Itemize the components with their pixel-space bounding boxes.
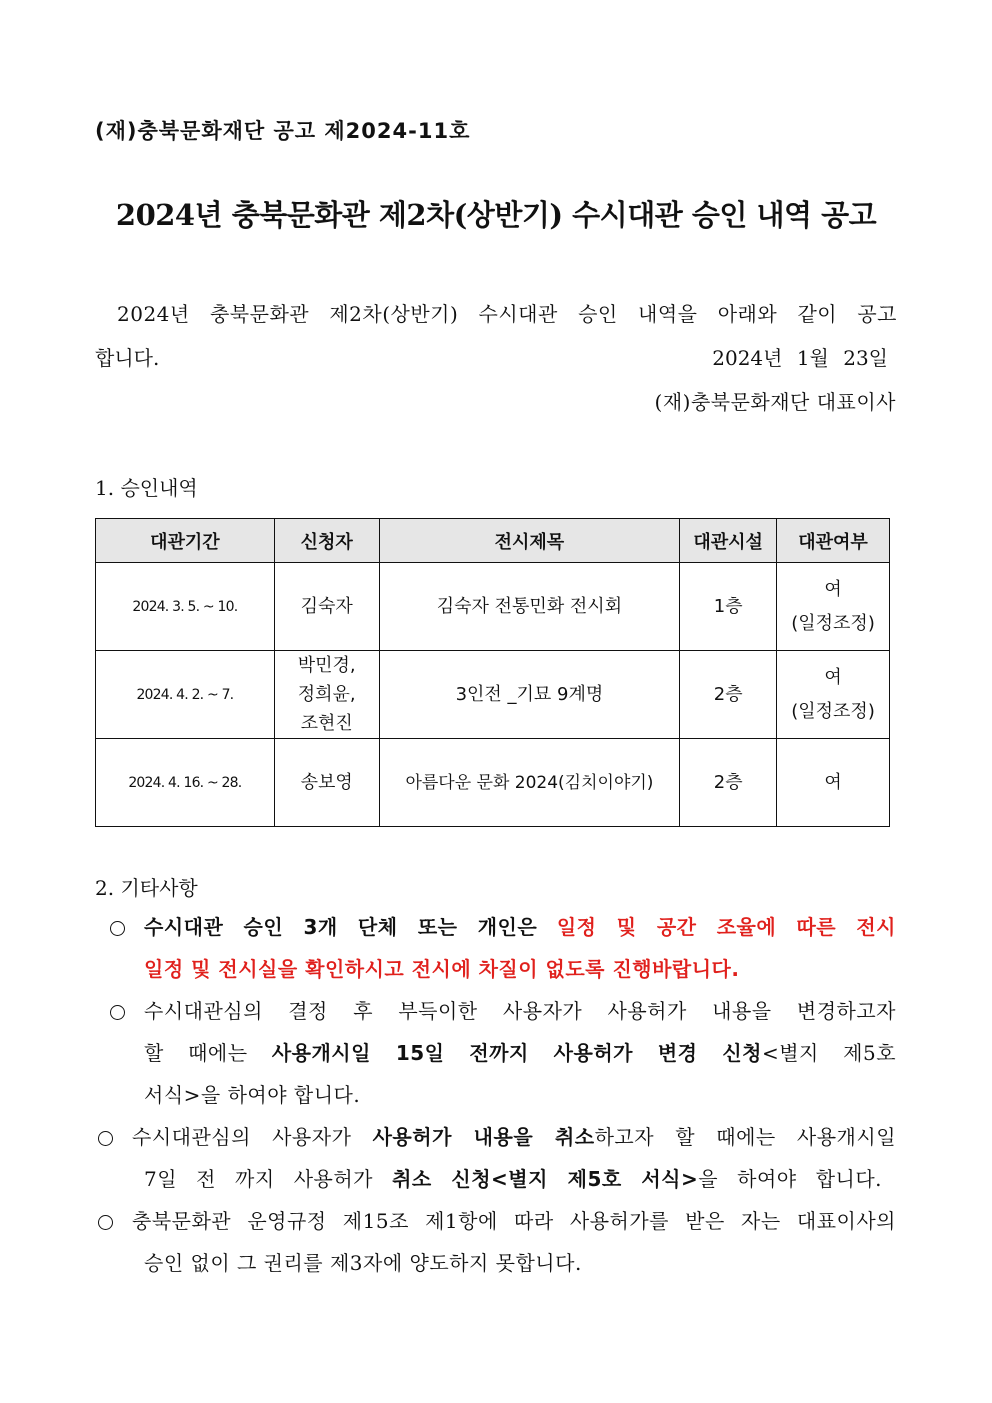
note-3-pre-2: 7일 전 까지 사용허가 bbox=[144, 1167, 374, 1191]
applicant-name: 송보영 bbox=[300, 771, 353, 793]
note-1-line-2 bbox=[144, 948, 864, 990]
table-header-row bbox=[96, 519, 890, 563]
approval-status bbox=[777, 563, 890, 651]
note-3-emphasis: 사용허가 내용을 취소 bbox=[372, 1125, 595, 1149]
intro-text bbox=[95, 292, 897, 336]
note-2-line-1: 수시대관심의 결정 후 부득이한 사용자가 사용허가 내용을 변경하고자 bbox=[144, 999, 897, 1023]
signature: (재)충북문화재단 대표이사 bbox=[654, 390, 896, 414]
applicant-name: 정희윤, bbox=[297, 684, 356, 705]
note-2-emphasis: 사용개시일 15일 전까지 사용허가 변경 신청 bbox=[271, 1041, 762, 1065]
applicant-name: 김숙자 bbox=[300, 595, 353, 617]
intro-line-2: 합니다. bbox=[95, 346, 160, 370]
bullet-circle-icon bbox=[98, 1131, 113, 1146]
approval-table bbox=[95, 518, 890, 827]
approval-value: 여 bbox=[824, 771, 842, 793]
note-2-line-2 bbox=[144, 1032, 896, 1074]
approval-value: 여 bbox=[824, 666, 842, 688]
note-1-emphasis: 수시대관 승인 3개 단체 또는 개인은 bbox=[144, 915, 538, 939]
header-applicant: 신청자 bbox=[274, 519, 379, 563]
rental-period: 2024. 4. 2. ~ 7. bbox=[96, 651, 275, 739]
applicant bbox=[274, 739, 379, 827]
section-2-title: 2. 기타사항 bbox=[95, 876, 198, 900]
note-2-post: <별지 제5호 bbox=[761, 1041, 897, 1065]
exhibition-title: 아름다운 문화 2024(김치이야기) bbox=[379, 739, 680, 827]
note-4-line-2: 승인 없이 그 권리를 제3자에 양도하지 못합니다. bbox=[144, 1251, 582, 1275]
exhibition-title: 김숙자 전통민화 전시회 bbox=[379, 563, 680, 651]
note-1-warning: 일정 및 공간 조율에 따른 전시 bbox=[556, 915, 896, 939]
approval-note: (일정조정) bbox=[791, 700, 875, 722]
note-2-pre: 할 때에는 bbox=[144, 1041, 248, 1065]
facility: 2층 bbox=[680, 739, 777, 827]
bullet-circle-icon bbox=[98, 1215, 113, 1230]
intro-line-1: 2024년 충북문화관 제2차(상반기) 수시대관 승인 내역을 아래와 같이 공고 bbox=[117, 302, 897, 326]
table-row bbox=[96, 563, 890, 651]
applicant bbox=[274, 563, 379, 651]
section-1-title: 1. 승인내역 bbox=[95, 476, 198, 500]
header-facility: 대관시설 bbox=[680, 519, 777, 563]
note-3-line-1 bbox=[132, 1116, 896, 1158]
note-2-line-3: 서식>을 하여야 합니다. bbox=[144, 1083, 361, 1107]
rental-period: 2024. 3. 5. ~ 10. bbox=[96, 563, 275, 651]
applicant bbox=[274, 651, 379, 739]
table-row bbox=[96, 739, 890, 827]
bullet-circle-icon bbox=[110, 1005, 125, 1020]
exhibition-title: 3인전 _기묘 9계명 bbox=[379, 651, 680, 739]
approval-status bbox=[777, 739, 890, 827]
note-3-emphasis-2: 취소 신청<별지 제5호 서식> bbox=[392, 1167, 699, 1191]
note-3-pre: 수시대관심의 사용자가 bbox=[132, 1125, 352, 1149]
note-1-warning-cont: 일정 및 전시실을 확인하시고 전시에 차질이 없도록 진행바랍니다. bbox=[144, 957, 740, 981]
note-4-line-1: 충북문화관 운영규정 제15조 제1항에 따라 사용허가를 받은 자는 대표이사의 bbox=[132, 1209, 896, 1233]
approval-status bbox=[777, 651, 890, 739]
applicant-name: 조현진 bbox=[300, 713, 353, 734]
rental-period: 2024. 4. 16. ~ 28. bbox=[96, 739, 275, 827]
header-approval: 대관여부 bbox=[777, 519, 890, 563]
header-exhibition: 전시제목 bbox=[379, 519, 680, 563]
bullet-circle-icon bbox=[110, 921, 125, 936]
applicant-name: 박민경, bbox=[297, 655, 356, 676]
approval-note: (일정조정) bbox=[791, 612, 875, 634]
note-3-post: 하고자 할 때에는 사용개시일 bbox=[594, 1125, 897, 1149]
page-title: 2024년 충북문화관 제2차(상반기) 수시대관 승인 내역 공고 bbox=[115, 198, 877, 232]
table-row bbox=[96, 651, 890, 739]
facility: 2층 bbox=[680, 651, 777, 739]
approval-value: 여 bbox=[824, 578, 842, 600]
note-3-line-2 bbox=[144, 1158, 882, 1200]
announcement-date: 2024년 1월 23일 bbox=[712, 346, 888, 370]
announcement-number: (재)충북문화재단 공고 제2024-11호 bbox=[95, 119, 471, 143]
header-period: 대관기간 bbox=[96, 519, 275, 563]
note-3-post-2: 을 하여야 합니다. bbox=[698, 1167, 883, 1191]
note-1-line-1 bbox=[144, 906, 896, 948]
facility: 1층 bbox=[680, 563, 777, 651]
